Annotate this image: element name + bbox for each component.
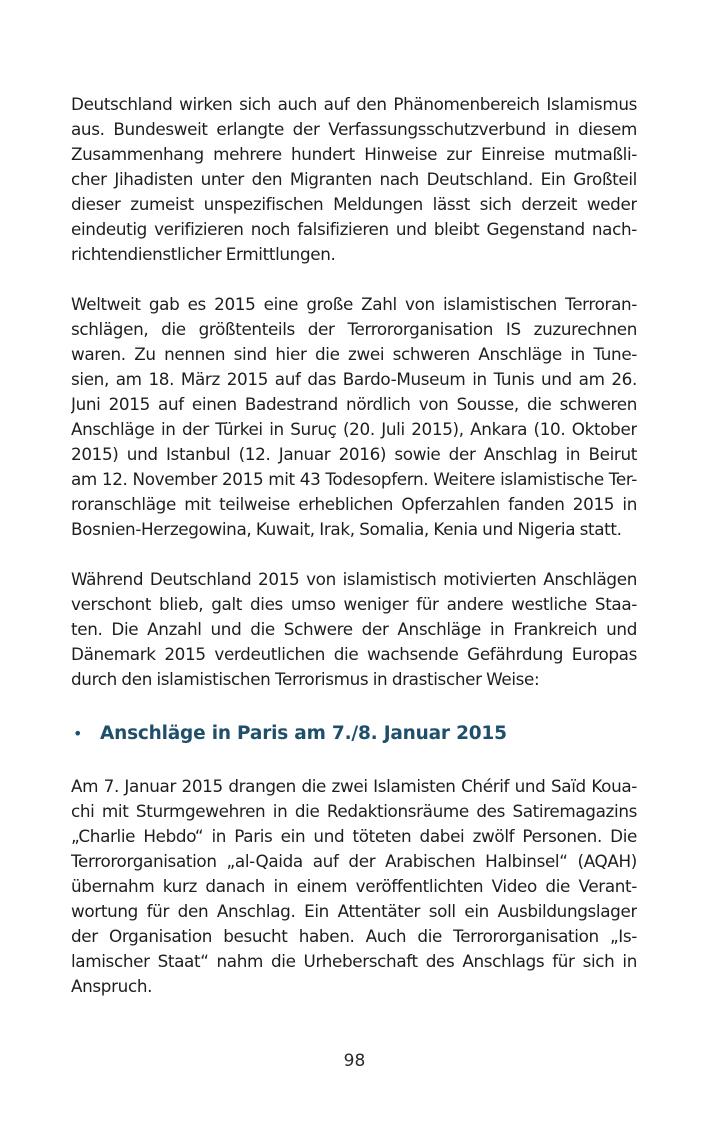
text-line: chi mit Sturmgewehren in die Redaktionsräume des Satiremagazins xyxy=(71,801,637,821)
text-line: ten. Die Anzahl und die Schwere der Anschläge in Frankreich und xyxy=(71,619,637,639)
text-line: verschont blieb, galt dies umso weniger für andere westliche Staa- xyxy=(71,594,637,614)
text-line: Bosnien-Herzegowina, Kuwait, Irak, Somalia, Kenia und Nigeria statt. xyxy=(71,519,622,539)
text-line: Deutschland wirken sich auch auf den Phänomenbereich Islamismus xyxy=(71,94,637,114)
text-line: übernahm kurz danach in einem veröffentlichten Video die Verant- xyxy=(71,876,637,896)
text-line: am 12. November 2015 mit 43 Todesopfern. Weitere islamistische Ter- xyxy=(71,469,637,489)
text-line: Während Deutschland 2015 von islamistisch motivierten Anschlägen xyxy=(71,569,637,589)
text-line: Dänemark 2015 verdeutlichen die wachsende Gefährdung Europas xyxy=(71,644,637,664)
text-line: durch den islamistischen Terrorismus in drastischer Weise: xyxy=(71,669,540,689)
text-line: Am 7. Januar 2015 drangen die zwei Islamisten Chérif und Saïd Koua- xyxy=(71,776,637,796)
text-line: waren. Zu nennen sind hier die zwei schweren Anschläge in Tune- xyxy=(71,344,637,364)
text-line: aus. Bundesweit erlangte der Verfassungsschutzverbund in diesem xyxy=(71,119,637,139)
paragraph-worldwide-attacks xyxy=(71,292,637,542)
page-body xyxy=(71,92,637,999)
section-heading-text: Anschläge in Paris am 7./8. Januar 2015 xyxy=(100,722,507,744)
text-line: roranschläge mit teilweise erheblichen Opferzahlen fanden 2015 in xyxy=(71,494,637,514)
paragraph-islamism-germany xyxy=(71,92,637,267)
text-line: sien, am 18. März 2015 auf das Bardo-Museum in Tunis und am 26. xyxy=(71,369,637,389)
text-line: schlägen, die größtenteils der Terrororganisation IS zuzurechnen xyxy=(71,319,637,339)
page-number: 98 xyxy=(343,1051,366,1071)
text-line: cher Jihadisten unter den Migranten nach Deutschland. Ein Großteil xyxy=(71,169,637,189)
text-line: Zusammenhang mehrere hundert Hinweise zur Einreise mutmaßli- xyxy=(71,144,637,164)
text-line: Anspruch. xyxy=(71,976,153,996)
paragraph-charlie-hebdo xyxy=(71,774,637,999)
text-line: lamischer Staat“ nahm die Urheberschaft des Anschlags für sich in xyxy=(71,951,637,971)
text-line: wortung für den Anschlag. Ein Attentäter soll ein Ausbildungslager xyxy=(71,901,637,921)
paragraph-europe-threat xyxy=(71,567,637,692)
text-line: „Charlie Hebdo“ in Paris ein und töteten dabei zwölf Personen. Die xyxy=(71,826,637,846)
text-line: Weltweit gab es 2015 eine große Zahl von islamistischen Terroran- xyxy=(71,294,637,314)
text-line: 2015) und Istanbul (12. Januar 2016) sowie der Anschlag in Beirut xyxy=(71,444,637,464)
text-line: eindeutig verifizieren noch falsifizieren und bleibt Gegenstand nach- xyxy=(71,219,637,239)
section-heading xyxy=(71,718,637,748)
text-line: richtendienstlicher Ermittlungen. xyxy=(71,244,336,264)
text-line: Anschläge in der Türkei in Suruç (20. Juli 2015), Ankara (10. Oktober xyxy=(71,419,637,439)
bullet-icon: • xyxy=(73,723,83,743)
text-line: Terrororganisation „al-Qaida auf der Arabischen Halbinsel“ (AQAH) xyxy=(71,851,637,871)
text-line: der Organisation besucht haben. Auch die Terrororganisation „Is- xyxy=(71,926,637,946)
text-line: dieser zumeist unspezifischen Meldungen lässt sich derzeit weder xyxy=(71,194,637,214)
text-line: Juni 2015 auf einen Badestrand nördlich von Sousse, die schweren xyxy=(71,394,637,414)
